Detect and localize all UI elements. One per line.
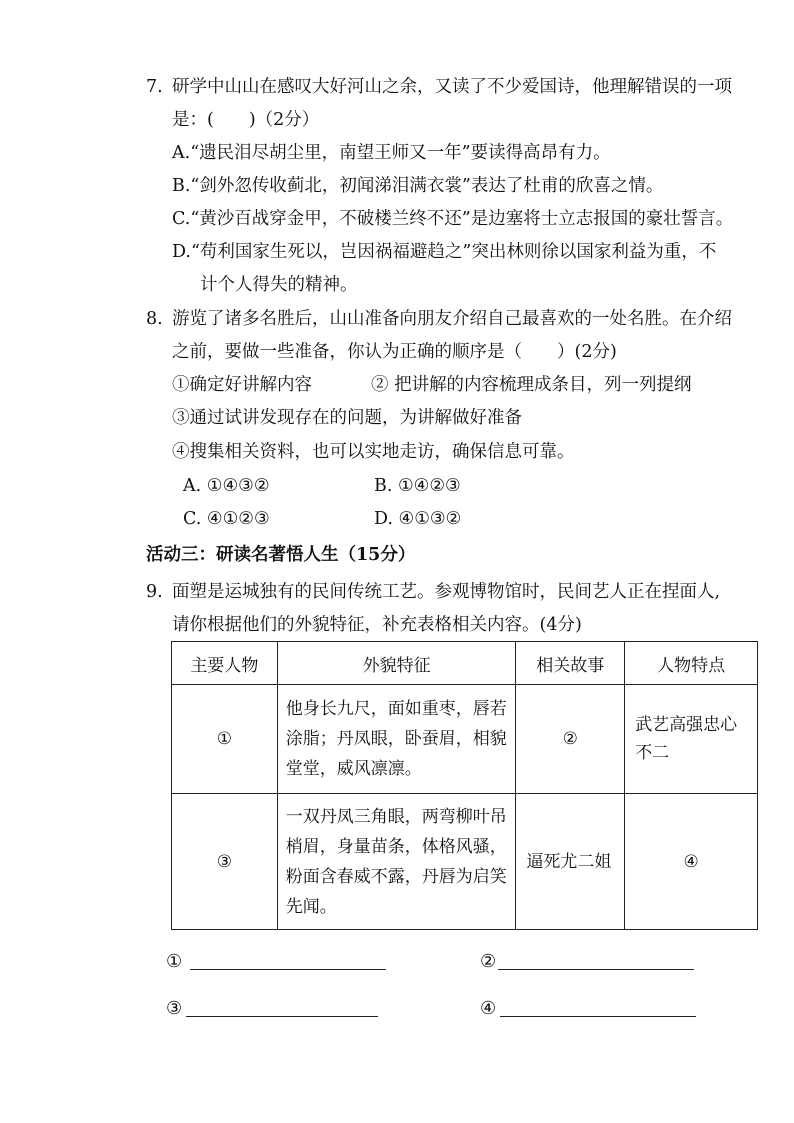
- table-row: [172, 794, 758, 930]
- q8-choice-c: C. ④①②③: [183, 509, 270, 529]
- row1-appearance: 他身长九尺，面如重枣，唇若涂脂；丹凤眼，卧蚕眉，相貌堂堂，威风凛凛。: [277, 685, 516, 794]
- q7-number: 7.: [146, 77, 163, 97]
- answer-blank-1[interactable]: [190, 969, 386, 970]
- row2-trait: ④: [625, 794, 758, 930]
- q8-stem-line2: 之前，要做一些准备，你认为正确的顺序是（ ）(2分): [172, 342, 617, 362]
- q9-stem-line2: 请你根据他们的外貌特征，补充表格相关内容。(4分): [172, 615, 582, 635]
- q7-stem-line1: 研学中山山在感叹大好河山之余，又读了不少爱国诗，他理解错误的一项: [172, 77, 732, 97]
- q7-option-d: D.“苟利国家生死以，岂因祸福避趋之”突出林则徐以国家利益为重，不: [172, 242, 717, 262]
- answer-blank-4[interactable]: [500, 1016, 696, 1017]
- q8-step-2: ② 把讲解的内容梳理成条目，列一列提纲: [371, 375, 692, 395]
- blank-label-2: ②: [480, 951, 497, 972]
- header-trait: 人物特点: [625, 642, 758, 685]
- q8-number: 8.: [146, 309, 163, 329]
- answer-blank-2[interactable]: [498, 969, 694, 970]
- row1-story: ②: [516, 685, 625, 794]
- q8-step-1: ①确定好讲解内容: [172, 375, 312, 395]
- q7-option-a: A.“遗民泪尽胡尘里，南望王师又一年”要读得高昂有力。: [172, 143, 611, 163]
- header-appearance: 外貌特征: [277, 642, 516, 685]
- row1-trait: 武艺高强忠心不二: [625, 685, 758, 794]
- q9-stem-line1: 面塑是运城独有的民间传统工艺。参观博物馆时，民间艺人正在捏面人,: [172, 582, 721, 602]
- q9-number: 9.: [146, 582, 163, 602]
- row2-appearance: 一双丹凤三角眼，两弯柳叶吊梢眉，身量苗条，体格风骚，粉面含春威不露，丹唇为启笑先闻。: [277, 794, 516, 930]
- q8-choice-a: A. ①④③②: [183, 476, 270, 496]
- header-person: 主要人物: [172, 642, 278, 685]
- table-header-row: [172, 642, 758, 685]
- q7-option-c: C.“黄沙百战穿金甲，不破楼兰终不还”是边塞将士立志报国的豪壮誓言。: [172, 209, 734, 229]
- q8-step-4: ④搜集相关资料，也可以实地走访，确保信息可靠。: [172, 442, 575, 462]
- row2-story: 逼死尤二姐: [516, 794, 625, 930]
- q8-step-3: ③通过试讲发现存在的问题，为讲解做好准备: [172, 408, 522, 428]
- row2-person: ③: [172, 794, 278, 930]
- q7-option-d-cont: 计个人得失的精神。: [200, 275, 358, 295]
- character-table: [171, 641, 758, 930]
- row1-person: ①: [172, 685, 278, 794]
- q8-choice-d: D. ④①③②: [374, 509, 462, 529]
- q8-choice-b: B. ①④②③: [374, 476, 461, 496]
- section-heading: 活动三：研读名著悟人生（15分）: [146, 545, 416, 565]
- blank-label-1: ①: [166, 951, 183, 972]
- q8-stem-line1: 游览了诸多名胜后，山山准备向朋友介绍自己最喜欢的一处名胜。在介绍: [172, 309, 732, 329]
- blank-label-4: ④: [480, 998, 497, 1019]
- q7-stem-line2: 是：( )（2分）: [172, 110, 320, 130]
- q7-option-b: B.“剑外忽传收蓟北，初闻涕泪满衣裳”表达了杜甫的欣喜之情。: [172, 176, 664, 196]
- table-row: [172, 685, 758, 794]
- answer-blank-3[interactable]: [186, 1016, 378, 1017]
- header-story: 相关故事: [516, 642, 625, 685]
- blank-label-3: ③: [166, 998, 183, 1019]
